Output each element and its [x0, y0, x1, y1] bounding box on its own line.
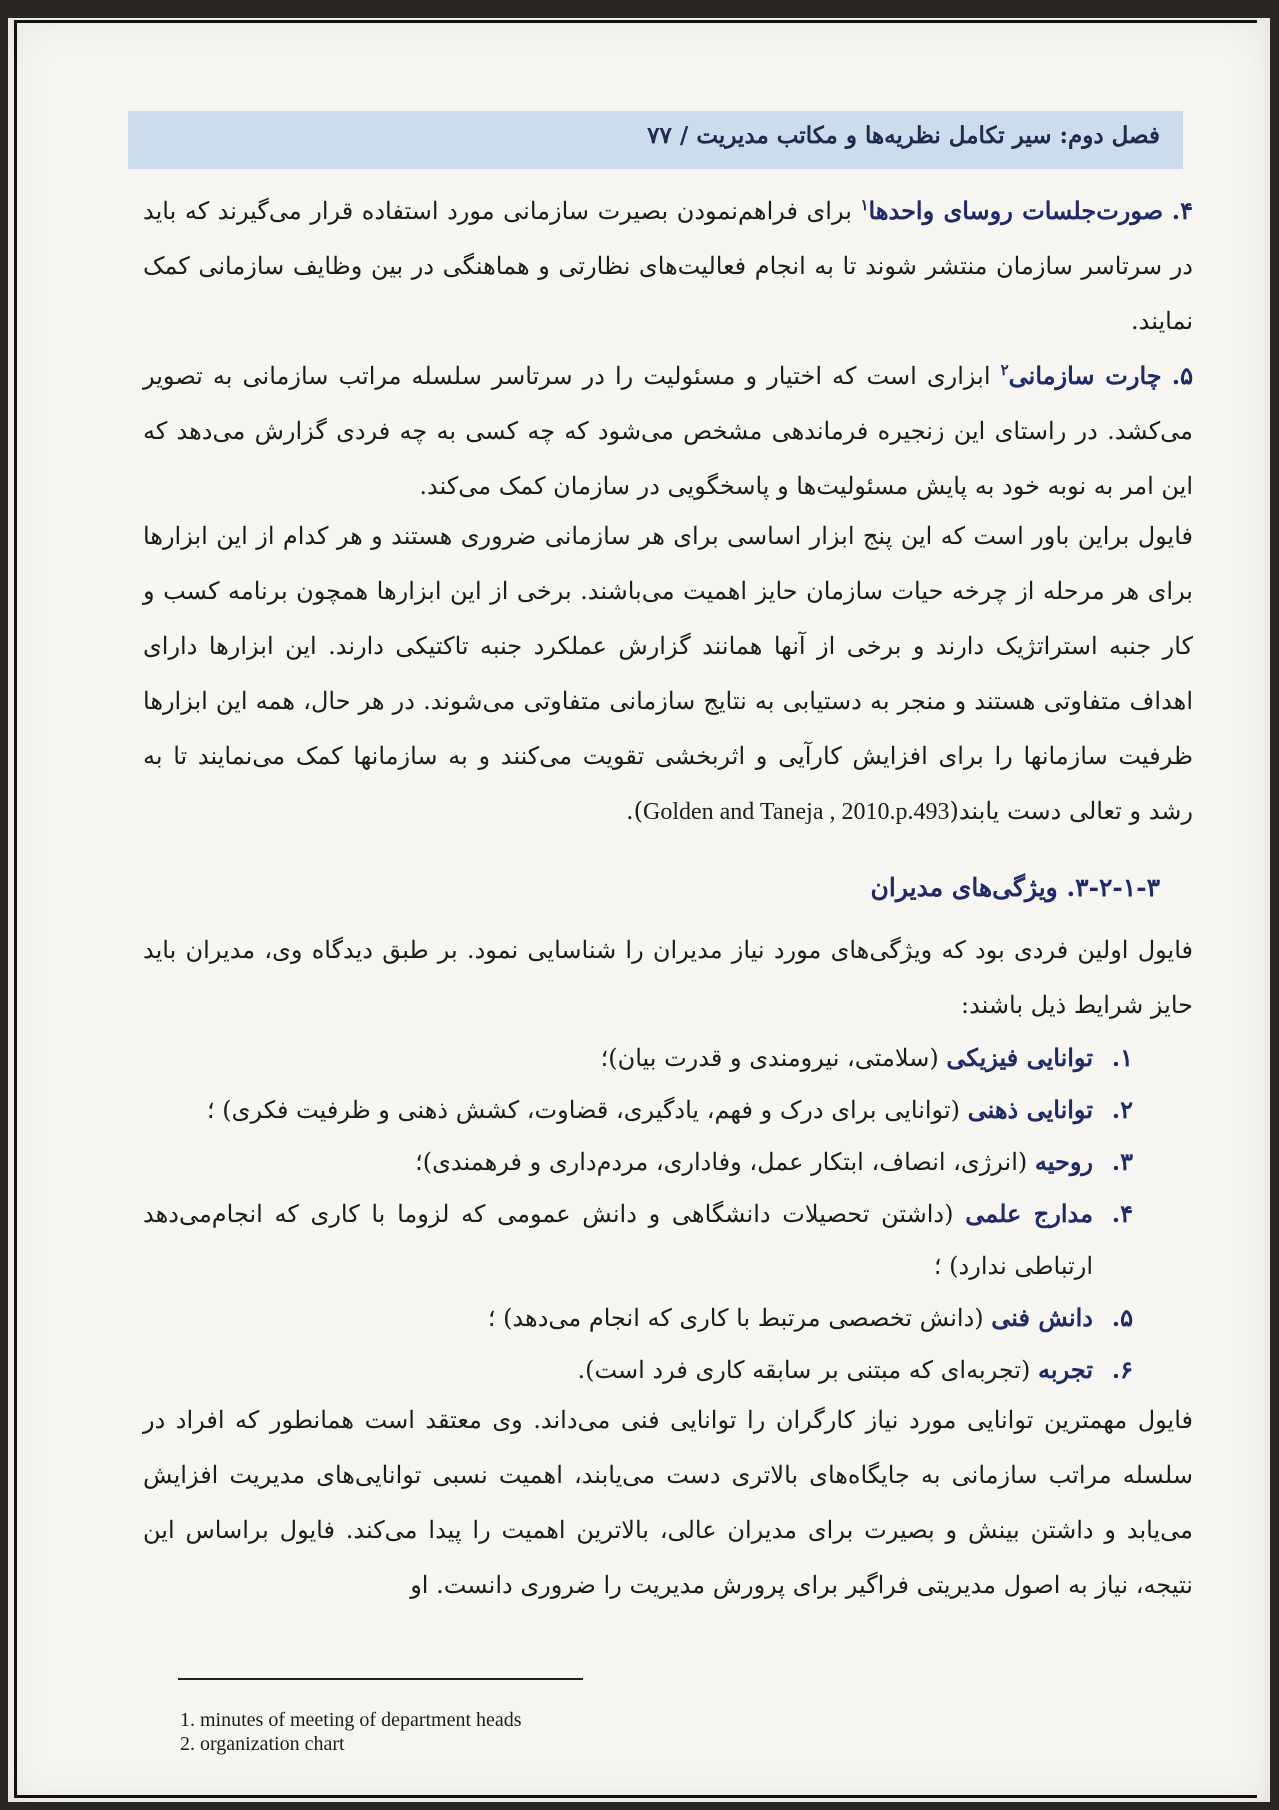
list-number: ۵.: [1111, 1303, 1133, 1332]
item-number: ۵.: [1171, 361, 1193, 390]
chapter-title: فصل دوم: سیر تکامل نظریه‌ها و مکاتب مدیریت: [696, 122, 1160, 149]
paragraph-text: فایول مهمترین توانایی مورد نیاز کارگران را توانایی فنی می‌داند. وی معتقد است همانطور که افراد در سلسله مراتب سازمانی به جایگاه‌های بالاتری دست می‌یابند، اهمیت نسبی توانایی‌های مدیریت افزایش می‌یابد و داشتن بینش و بصیرت برای مدیران عالی، بالاترین اهمیت را پیدا می‌کند. فایول براساس این نتیجه، نیاز به اصول مدیریتی فراگیر برای پرورش مدیریت را ضروری دانست. او: [143, 1406, 1193, 1599]
trait-text: (توانایی برای درک و فهم، یادگیری، قضاوت، کشش ذهنی و ظرفیت فکری) ؛: [207, 1096, 968, 1124]
list-item: [143, 1188, 1133, 1292]
footnote-1: 1. minutes of meeting of department heads: [180, 1709, 522, 1731]
trait-text: (داشتن تحصیلات دانشگاهی و دانش عمومی که لزوما با کاری که انجام‌می‌دهد ارتباطی ندارد) ؛: [143, 1200, 1093, 1280]
list-item: [143, 1136, 1133, 1188]
trait-keyword: توانایی فیزیکی: [946, 1043, 1093, 1072]
item-keyword: چارت سازمانی: [1008, 361, 1162, 390]
footnote-ref: ۱: [860, 196, 869, 214]
trait-text: (سلامتی، نیرومندی و قدرت بیان)؛: [600, 1044, 947, 1072]
trait-keyword: دانش فنی: [991, 1303, 1093, 1332]
list-item: [143, 1084, 1133, 1136]
trait-text: (تجربه‌ای که مبتنی بر سابقه کاری فرد است).: [577, 1356, 1039, 1384]
paragraph-text: ابزاری است که اختیار و مسئولیت را در سرتاسر سلسله مراتب سازمانی به تصویر می‌کشد. در راستای این زنجیره فرماندهی مشخص می‌شود که چه کسی به چه فردی گزارش می‌دهد که این امر به نوبه خود به پایش مسئولیت‌ها و پاسخگویی در سازمان کمک می‌کند.: [143, 362, 1193, 500]
section-heading: ۳-۲-۱-۳. ویژگی‌های مدیران: [870, 873, 1160, 902]
paragraph-item-5: [143, 343, 1193, 514]
paragraph-text: فایول اولین فردی بود که ویژگی‌های مورد نیاز مدیران را شناسایی نمود. بر طبق دیدگاه وی، مدیران باید حایز شرایط ذیل باشند:: [143, 936, 1194, 1019]
trait-keyword: روحیه: [1034, 1147, 1093, 1176]
footnotes: [180, 1708, 522, 1756]
paragraph-five-tools: فایول براین باور است که این پنج ابزار اساسی برای هر سازمانی ضروری هستند و هر کدام از این ابزارها برای هر مرحله از چرخه حیات سازمان حایز اهمیت می‌باشند. برخی از این ابزارها همچون برنامه کسب و کار جنبه استراتژیک دارند و برخی از آنها همانند گزارش عملکرد جنبه تاکتیکی دارند. این ابزارها دارای اهداف متفاوتی هستند و منجر به دستیابی به نتایج سازمانی متفاوتی می‌شوند. در هر حال، همه این ابزارها ظرفیت سازمانها را برای افزایش کارآیی و اثربخشی تقویت می‌کنند و به سازمانها کمک می‌نمایند تا به رشد و تعالی دست یابند(Golden and Taneja , 2010.p.493).: [143, 522, 1193, 825]
paragraph-text: فایول براین باور است که این پنج ابزار اساسی برای هر سازمانی ضروری هستند و هر کدام از این ابزارها برای هر مرحله از چرخه حیات سازمان حایز اهمیت می‌باشند. برخی از این ابزارها همچون برنامه کسب و کار جنبه استراتژیک دارند و برخی از آنها همانند گزارش عملکرد جنبه تاکتیکی دارند. این ابزارها دارای اهداف متفاوتی هستند و منجر به دستیابی به نتایج سازمانی متفاوتی می‌شوند. در هر حال، همه این ابزارها ظرفیت سازمانها را برای افزایش کارآیی و اثربخشی تقویت می‌کنند و به سازمانها کمک می‌نمایند تا به رشد و تعالی دست یابند(: [143, 522, 1193, 825]
running-header: [647, 122, 1160, 149]
footnote-2: 2. organization chart: [180, 1733, 345, 1755]
trait-keyword: مدارج علمی: [965, 1199, 1093, 1228]
header-separator: /: [679, 122, 689, 149]
citation: Golden and Taneja , 2010.p.493: [642, 799, 950, 825]
trait-keyword: تجربه: [1038, 1355, 1093, 1384]
list-number: ۲.: [1111, 1095, 1133, 1124]
item-number: ۴.: [1171, 196, 1193, 225]
paragraph-technical-ability: [143, 1393, 1193, 1613]
list-item: [143, 1344, 1133, 1396]
trait-text: (دانش تخصصی مرتبط با کاری که انجام می‌دهد) ؛: [487, 1304, 992, 1332]
footnote-ref: ۲: [1000, 361, 1009, 379]
paragraph-text: برای فراهم‌نمودن بصیرت سازمانی مورد استفاده قرار می‌گیرند که باید در سرتاسر سازمان منتشر شوند تا به انجام فعالیت‌های نظارتی و هماهنگی در بین وظایف سازمانی کمک نمایند.: [143, 197, 1193, 335]
list-number: ۱.: [1111, 1043, 1133, 1072]
book-page: [8, 18, 1270, 1802]
paragraph-intro: [143, 923, 1193, 1033]
list-item: [143, 1292, 1133, 1344]
list-number: ۶.: [1111, 1355, 1133, 1384]
paragraph-item-4: [143, 178, 1193, 349]
item-keyword: صورت‌جلسات روسای واحدها: [868, 196, 1164, 225]
trait-text: (انرژی، انصاف، ابتکار عمل، وفاداری، مردم‌داری و فرهمندی)؛: [415, 1148, 1035, 1176]
manager-traits-list: [143, 1032, 1133, 1396]
trait-keyword: توانایی ذهنی: [967, 1095, 1093, 1124]
footnote-divider: [178, 1678, 583, 1680]
list-number: ۴.: [1111, 1199, 1133, 1228]
list-number: ۳.: [1111, 1147, 1133, 1176]
list-item: [143, 1032, 1133, 1084]
page-number: ۷۷: [647, 122, 672, 149]
